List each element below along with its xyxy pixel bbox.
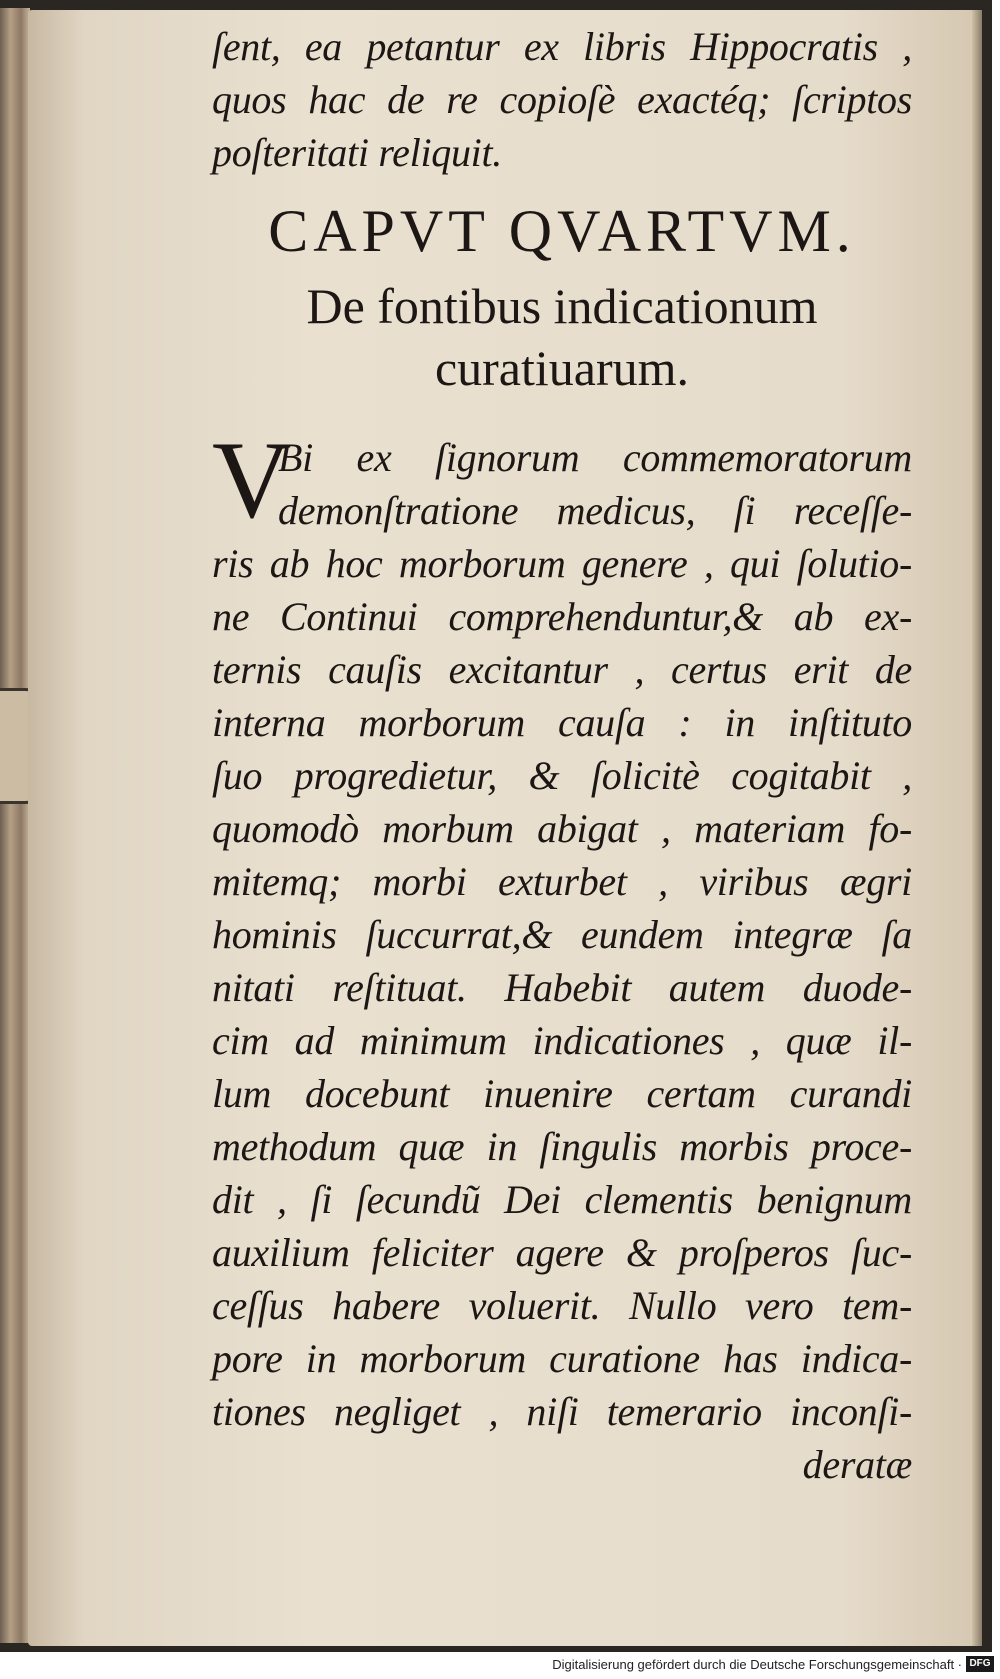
text-line: ternis cauſis excitantur , certus erit de xyxy=(212,647,912,692)
page-text-block xyxy=(212,20,912,1491)
chapter-heading: CAPVT QVARTVM. xyxy=(268,198,856,264)
text-line: pore in morborum curatione has indica- xyxy=(212,1336,912,1381)
footer-bar xyxy=(0,1652,1000,1679)
dfg-logo: DFG xyxy=(966,1656,994,1672)
text-line: ſent, ea petantur ex libris Hippocratis , xyxy=(212,24,912,69)
text-line: ris ab hoc morborum genere , qui ſolutio- xyxy=(212,541,912,586)
main-paragraph xyxy=(212,419,912,1491)
chapter-subtitle xyxy=(212,275,912,399)
book-fore-edge xyxy=(0,8,30,1643)
page-right-edge xyxy=(972,10,982,1646)
drop-cap: V xyxy=(212,419,292,541)
text-line: cim ad minimum indicationes , quæ il- xyxy=(212,1018,912,1063)
text-line: dit , ſi ſecundũ Dei clementis benignum xyxy=(212,1177,912,1222)
subtitle-line: De fontibus indicationum xyxy=(306,278,818,334)
text-line: hominis ſuccurrat,& eundem integræ ſa xyxy=(212,912,912,957)
digitization-credit: Digitalisierung gefördert durch die Deutsche Forschungsgemeinschaft · xyxy=(552,1657,962,1672)
text-line: quomodò morbum abigat , materiam fo- xyxy=(212,806,912,851)
text-line: quos hac de re copioſè exactéq; ſcriptos xyxy=(212,77,912,122)
text-line: auxilium feliciter agere & proſperos ſuc- xyxy=(212,1230,912,1275)
text-line: mitemq; morbi exturbet , viribus ægri xyxy=(212,859,912,904)
text-line: tiones negliget , niſi temerario inconſi- xyxy=(212,1389,912,1434)
text-line: ſuo progredietur, & ſolicitè cogitabit , xyxy=(212,753,912,798)
text-line: ne Continui comprehenduntur,& ab ex- xyxy=(212,594,912,639)
text-line: interna morborum cauſa : in inſtituto xyxy=(212,700,912,745)
text-line: methodum quæ in ſingulis morbis proce- xyxy=(212,1124,912,1169)
text-line: ceſſus habere voluerit. Nullo vero tem- xyxy=(212,1283,912,1328)
text-line: lum docebunt inuenire certam curandi xyxy=(212,1071,912,1116)
text-line: poſteritati reliquit. xyxy=(212,130,502,175)
subtitle-line: curatiuarum. xyxy=(434,340,690,396)
text-line: Bi ex ſignorum commemoratorum xyxy=(278,435,912,480)
catchword: deratæ xyxy=(802,1442,912,1487)
continued-text xyxy=(212,20,912,179)
text-line: nitati reſtituat. Habebit autem duode- xyxy=(212,965,912,1010)
text-line: demonſtratione medicus, ſi receſſe- xyxy=(278,488,912,533)
